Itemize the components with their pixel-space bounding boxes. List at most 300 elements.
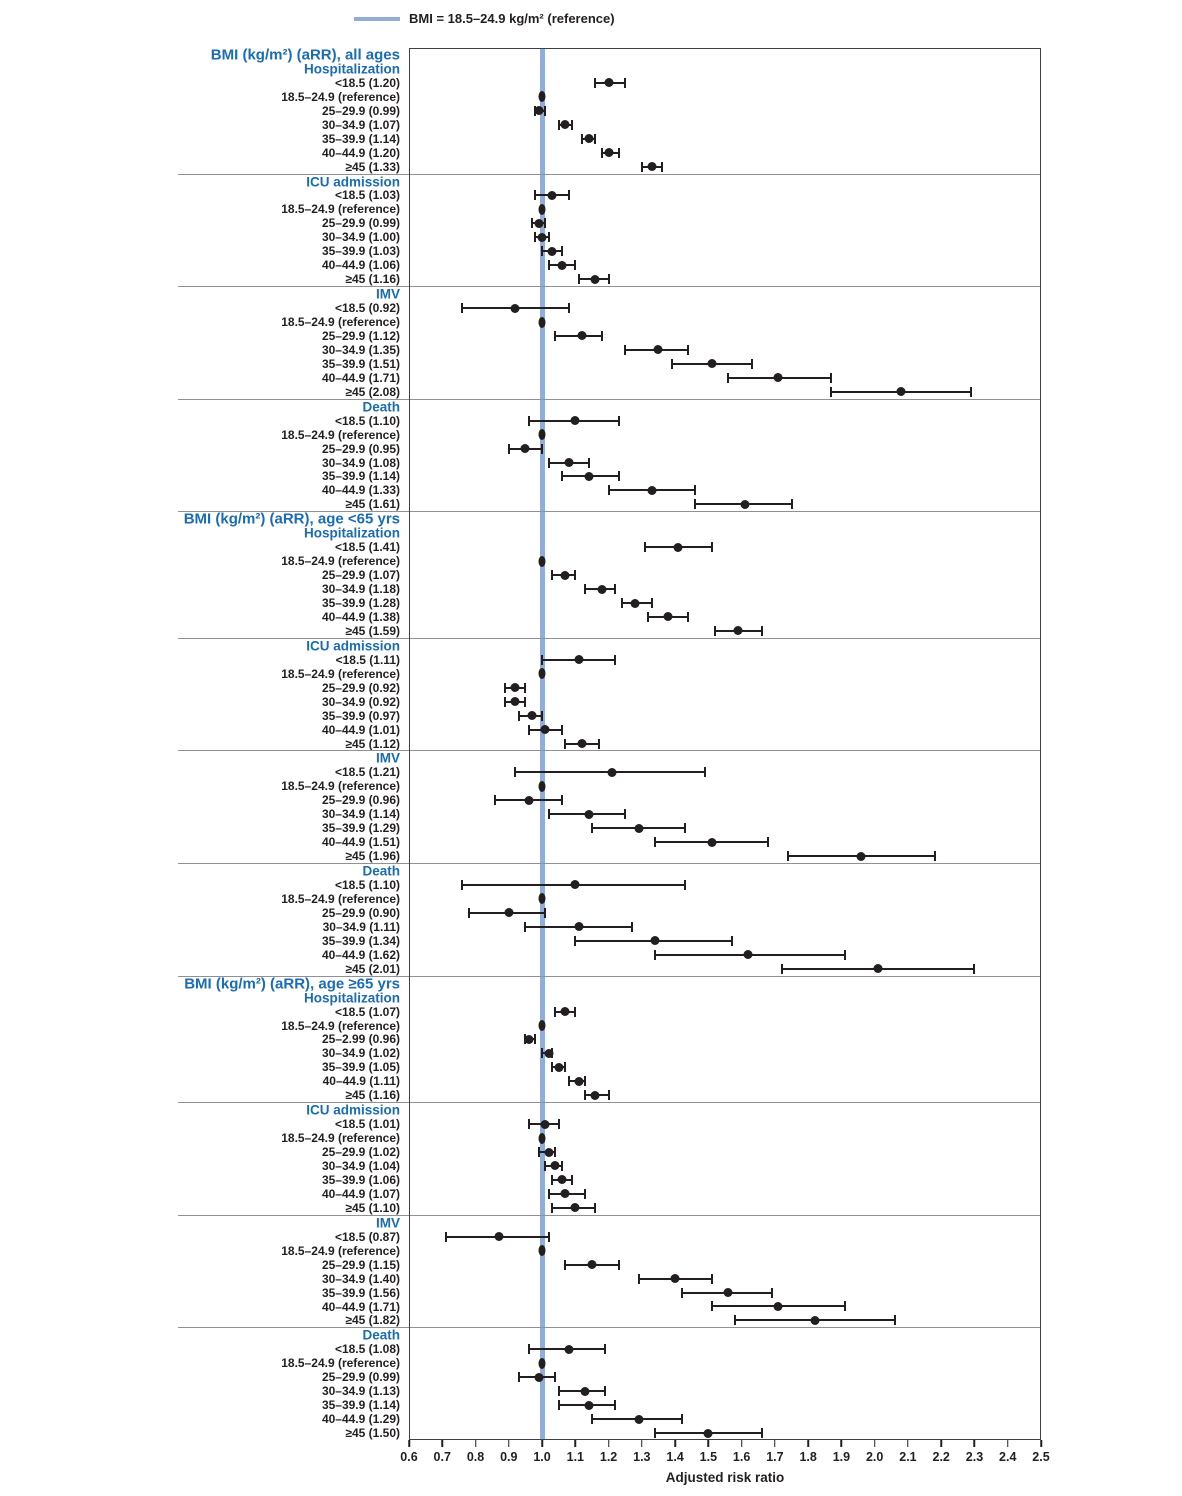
ci-cap-right <box>554 1147 556 1157</box>
row-label: ≥45 (1.16) <box>345 272 400 287</box>
row-plot <box>409 653 1041 667</box>
reference-marker <box>539 1133 546 1144</box>
outcome-header <box>178 991 1041 1005</box>
row-plot <box>409 1173 1041 1187</box>
outcome-header <box>178 639 1041 653</box>
row-plot <box>409 1300 1041 1314</box>
data-row <box>178 582 1041 596</box>
axis-tick-label: 0.6 <box>400 1450 418 1464</box>
data-row <box>178 258 1041 272</box>
ci-cap-right <box>631 922 633 932</box>
data-row <box>178 216 1041 230</box>
data-row <box>178 779 1041 793</box>
axis-tick <box>1007 1440 1009 1447</box>
outcome-label: Death <box>362 1327 400 1343</box>
ci-cap-right <box>604 1386 606 1396</box>
row-plot <box>409 1201 1041 1215</box>
data-row <box>178 1046 1041 1060</box>
data-row <box>178 456 1041 470</box>
data-row <box>178 934 1041 948</box>
ci-cap-left <box>608 485 610 495</box>
axis-tick <box>641 1440 643 1447</box>
ci-cap-right <box>601 331 603 341</box>
ci-cap-left <box>694 499 696 509</box>
ci-cap-left <box>554 1007 556 1017</box>
section-header <box>178 512 1041 526</box>
ci-cap-left <box>638 1274 640 1284</box>
row-label: 18.5–24.9 (reference) <box>281 891 400 906</box>
row-label: 35–39.9 (1.34) <box>321 933 400 948</box>
point-estimate <box>591 275 600 284</box>
ci-cap-right <box>614 584 616 594</box>
row-label: 18.5–24.9 (reference) <box>281 202 400 217</box>
outcome-panel <box>178 976 1041 1103</box>
data-row <box>178 90 1041 104</box>
axis-tick-label: 0.9 <box>500 1450 518 1464</box>
ci-cap-right <box>561 795 563 805</box>
outcome-label: IMV <box>375 286 400 302</box>
axis-tick <box>575 1440 577 1447</box>
reference-marker <box>539 429 546 440</box>
point-estimate <box>558 1175 567 1184</box>
row-label: 18.5–24.9 (reference) <box>281 779 400 794</box>
row-label: ≥45 (1.82) <box>345 1313 400 1328</box>
ci-cap-left <box>551 570 553 580</box>
ci-cap-right <box>844 1301 846 1311</box>
point-estimate <box>607 768 616 777</box>
outcome-header <box>178 526 1041 540</box>
row-label: 18.5–24.9 (reference) <box>281 1356 400 1371</box>
row-label: 35–39.9 (1.14) <box>321 131 400 146</box>
row-label: 30–34.9 (1.14) <box>321 807 400 822</box>
point-estimate <box>664 612 673 621</box>
row-plot <box>409 1074 1041 1088</box>
ci-cap-left <box>504 683 506 693</box>
data-row <box>178 414 1041 428</box>
data-row <box>178 624 1041 638</box>
data-row <box>178 1370 1041 1384</box>
row-label: 25–29.9 (0.90) <box>321 905 400 920</box>
ci-cap-left <box>671 359 673 369</box>
point-estimate <box>874 964 883 973</box>
point-estimate <box>674 543 683 552</box>
row-label: 40–44.9 (1.29) <box>321 1412 400 1427</box>
ci-cap-left <box>445 1232 447 1242</box>
row-label: 30–34.9 (1.11) <box>322 919 400 934</box>
row-plot <box>409 821 1041 835</box>
outcome-header <box>178 1103 1041 1117</box>
ci-cap-right <box>564 1062 566 1072</box>
axis-tick-label: 1.0 <box>533 1450 551 1464</box>
row-label: 35–39.9 (1.14) <box>321 469 400 484</box>
ci-cap-left <box>494 795 496 805</box>
ci-cap-left <box>641 162 643 172</box>
axis-tick-label: 2.0 <box>865 1450 884 1464</box>
ci-cap-left <box>561 471 563 481</box>
outcome-header <box>178 1328 1041 1342</box>
data-row <box>178 146 1041 160</box>
ci-cap-left <box>581 134 583 144</box>
point-estimate <box>538 233 547 242</box>
row-plot <box>409 1286 1041 1300</box>
point-estimate <box>647 486 656 495</box>
data-row <box>178 1342 1041 1356</box>
ci-cap-right <box>604 1344 606 1354</box>
data-row <box>178 497 1041 511</box>
row-label: ≥45 (1.16) <box>345 1088 400 1103</box>
row-label: 18.5–24.9 (reference) <box>281 315 400 330</box>
axis-tick <box>841 1440 843 1447</box>
row-label: 40–44.9 (1.38) <box>321 609 400 624</box>
data-row <box>178 906 1041 920</box>
row-label: 30–34.9 (1.07) <box>321 117 400 132</box>
ci-cap-right <box>687 612 689 622</box>
reference-marker <box>539 893 546 904</box>
reference-marker <box>539 668 546 679</box>
ci-cap-right <box>761 626 763 636</box>
ci-cap-left <box>528 725 530 735</box>
ci-cap-left <box>504 697 506 707</box>
axis-tick <box>874 1440 876 1447</box>
row-label: <18.5 (1.10) <box>334 878 400 892</box>
data-row <box>178 118 1041 132</box>
ci-cap-left <box>564 739 566 749</box>
ci-cap-left <box>584 584 586 594</box>
outcome-panel <box>178 399 1041 512</box>
row-label: 30–34.9 (1.13) <box>321 1384 400 1399</box>
data-row <box>178 428 1041 442</box>
ci-cap-left <box>518 1372 520 1382</box>
data-row <box>178 1117 1041 1131</box>
panel-stack <box>178 48 1041 1440</box>
ci-cap-right <box>568 190 570 200</box>
data-row <box>178 1145 1041 1159</box>
reference-marker <box>539 781 546 792</box>
outcome-panel <box>178 511 1041 638</box>
data-row <box>178 1159 1041 1173</box>
outcome-label: IMV <box>375 1215 400 1231</box>
data-row <box>178 1313 1041 1327</box>
data-row <box>178 1272 1041 1286</box>
reference-line-swatch <box>354 17 400 21</box>
point-estimate <box>534 219 543 228</box>
outcome-label: Hospitalization <box>303 990 400 1006</box>
row-plot <box>409 90 1041 104</box>
row-label: <18.5 (1.03) <box>334 188 400 203</box>
data-row <box>178 849 1041 863</box>
row-plot <box>409 765 1041 779</box>
ci-cap-right <box>548 232 550 242</box>
ci-cap-left <box>534 190 536 200</box>
axis-tick-label: 1.3 <box>633 1450 651 1464</box>
point-estimate <box>511 697 520 706</box>
point-estimate <box>774 1302 783 1311</box>
row-plot <box>409 1019 1041 1033</box>
point-estimate <box>571 416 580 425</box>
outcome-label: Hospitalization <box>303 525 400 541</box>
data-row <box>178 1244 1041 1258</box>
point-estimate <box>494 1232 503 1241</box>
row-label: 25–2.99 (0.96) <box>321 1032 400 1047</box>
ci-cap-left <box>524 922 526 932</box>
row-plot <box>409 1370 1041 1384</box>
point-estimate <box>574 922 583 931</box>
row-plot <box>409 934 1041 948</box>
row-label: 25–29.9 (0.99) <box>321 103 400 118</box>
data-row <box>178 667 1041 681</box>
row-label: ≥45 (1.12) <box>345 736 400 751</box>
data-row <box>178 568 1041 582</box>
ci-cap-left <box>461 303 463 313</box>
ci-cap-left <box>528 1344 530 1354</box>
data-row <box>178 821 1041 835</box>
row-label: 18.5–24.9 (reference) <box>281 1243 400 1258</box>
ci-cap-right <box>624 809 626 819</box>
row-label: 35–39.9 (1.06) <box>321 1172 400 1187</box>
axis-tick <box>708 1440 710 1447</box>
point-estimate <box>857 852 866 861</box>
ci-cap-right <box>534 1034 536 1044</box>
ci-cap-left <box>654 950 656 960</box>
data-row <box>178 709 1041 723</box>
point-estimate <box>774 373 783 382</box>
row-plot <box>409 1313 1041 1327</box>
ci-cap-right <box>574 1007 576 1017</box>
point-estimate <box>897 387 906 396</box>
row-label: 18.5–24.9 (reference) <box>281 427 400 442</box>
row-plot <box>409 315 1041 329</box>
row-label: 25–29.9 (0.99) <box>321 216 400 231</box>
ci-cap-right <box>571 1175 573 1185</box>
point-estimate <box>558 261 567 270</box>
row-label: <18.5 (1.08) <box>334 1342 400 1357</box>
section-title: BMI (kg/m²) (aRR), age ≥65 yrs <box>184 975 400 993</box>
ci-cap-right <box>651 598 653 608</box>
ci-cap-left <box>558 120 560 130</box>
ci-cap-right <box>661 162 663 172</box>
row-label: <18.5 (1.11) <box>335 652 400 667</box>
data-row <box>178 1019 1041 1033</box>
ci-cap-right <box>844 950 846 960</box>
axis-tick-label: 1.9 <box>832 1450 851 1464</box>
point-estimate <box>631 599 640 608</box>
row-label: 18.5–24.9 (reference) <box>281 89 400 104</box>
ci-cap-right <box>618 471 620 481</box>
row-plot <box>409 1398 1041 1412</box>
row-label: 35–39.9 (0.97) <box>321 708 400 723</box>
axis-tick-label: 2.1 <box>899 1450 917 1464</box>
row-label: 25–29.9 (1.15) <box>321 1257 400 1272</box>
data-row <box>178 695 1041 709</box>
row-label: ≥45 (1.50) <box>345 1426 400 1441</box>
row-label: ≥45 (1.33) <box>345 159 400 174</box>
ci-cap-left <box>551 1062 553 1072</box>
ci-cap-left <box>591 823 593 833</box>
row-label: 30–34.9 (1.18) <box>321 582 400 597</box>
row-label: 25–29.9 (0.92) <box>321 680 400 695</box>
ci-cap-left <box>601 148 603 158</box>
ci-cap-right <box>541 444 543 454</box>
ci-cap-right <box>704 767 706 777</box>
ci-cap-right <box>544 218 546 228</box>
point-estimate <box>810 1316 819 1325</box>
point-estimate <box>724 1288 733 1297</box>
row-plot <box>409 497 1041 511</box>
data-row <box>178 104 1041 118</box>
point-estimate <box>574 1077 583 1086</box>
point-estimate <box>534 106 543 115</box>
row-plot <box>409 1145 1041 1159</box>
ci-cap-left <box>594 78 596 88</box>
axis-tick-label: 1.7 <box>766 1450 784 1464</box>
point-estimate <box>597 585 606 594</box>
row-plot <box>409 1060 1041 1074</box>
ci-cap-left <box>551 1203 553 1213</box>
reference-marker <box>539 1358 546 1369</box>
data-row <box>178 1412 1041 1426</box>
data-row <box>178 357 1041 371</box>
data-row <box>178 892 1041 906</box>
axis-tick-label: 1.4 <box>666 1450 684 1464</box>
ci-cap-left <box>468 908 470 918</box>
row-label: 25–29.9 (1.02) <box>321 1145 400 1160</box>
row-plot <box>409 160 1041 174</box>
data-row <box>178 1398 1041 1412</box>
ci-cap-right <box>594 134 596 144</box>
ci-cap-right <box>571 120 573 130</box>
point-estimate <box>591 1091 600 1100</box>
row-plot <box>409 1412 1041 1426</box>
ci-cap-right <box>684 880 686 890</box>
data-row <box>178 1201 1041 1215</box>
row-label: ≥45 (2.08) <box>345 384 400 399</box>
reference-marker <box>539 317 546 328</box>
ci-cap-right <box>608 1090 610 1100</box>
ci-cap-right <box>598 739 600 749</box>
axis-tick <box>741 1440 743 1447</box>
ci-cap-left <box>727 373 729 383</box>
reference-marker <box>539 556 546 567</box>
data-row <box>178 1187 1041 1201</box>
section-title: BMI (kg/m²) (aRR), all ages <box>210 46 400 64</box>
ci-cap-left <box>711 1301 713 1311</box>
outcome-label: ICU admission <box>306 1102 400 1118</box>
row-plot <box>409 709 1041 723</box>
row-plot <box>409 258 1041 272</box>
data-row <box>178 483 1041 497</box>
row-plot <box>409 1088 1041 1102</box>
ci-cap-right <box>830 373 832 383</box>
section-header <box>178 977 1041 991</box>
point-estimate <box>511 683 520 692</box>
row-plot <box>409 371 1041 385</box>
row-label: 30–34.9 (1.02) <box>321 1046 400 1061</box>
row-plot <box>409 723 1041 737</box>
ci-cap-right <box>771 1288 773 1298</box>
axis-tick <box>907 1440 909 1447</box>
point-estimate <box>504 908 513 917</box>
data-row <box>178 202 1041 216</box>
row-plot <box>409 554 1041 568</box>
axis-tick-label: 1.5 <box>699 1450 718 1464</box>
row-plot <box>409 146 1041 160</box>
outcome-panel <box>178 750 1041 863</box>
point-estimate <box>707 359 716 368</box>
data-row <box>178 1300 1041 1314</box>
row-label: 40–44.9 (1.01) <box>321 722 400 737</box>
row-label: 25–29.9 (1.12) <box>321 328 400 343</box>
data-row <box>178 272 1041 286</box>
ci-cap-left <box>654 1428 656 1438</box>
row-plot <box>409 962 1041 976</box>
outcome-header <box>178 400 1041 414</box>
data-row <box>178 737 1041 751</box>
row-plot <box>409 1032 1041 1046</box>
outcome-panel <box>178 286 1041 399</box>
data-row <box>178 470 1041 484</box>
ci-cap-left <box>548 809 550 819</box>
axis-tick <box>674 1440 676 1447</box>
data-row <box>178 1005 1041 1019</box>
row-label: 30–34.9 (1.08) <box>321 455 400 470</box>
point-estimate <box>604 78 613 87</box>
outcome-label: Death <box>362 399 400 415</box>
row-label: 25–29.9 (1.07) <box>321 568 400 583</box>
axis-tick-label: 2.3 <box>965 1450 984 1464</box>
row-plot <box>409 230 1041 244</box>
axis-tick-label: 1.2 <box>599 1450 618 1464</box>
data-row <box>178 878 1041 892</box>
point-estimate <box>634 824 643 833</box>
point-estimate <box>544 1148 553 1157</box>
ci-cap-left <box>578 274 580 284</box>
point-estimate <box>574 655 583 664</box>
row-label: 30–34.9 (1.35) <box>321 342 400 357</box>
ci-cap-left <box>591 1414 593 1424</box>
ci-cap-right <box>624 78 626 88</box>
ci-cap-left <box>621 598 623 608</box>
ci-cap-right <box>541 711 543 721</box>
ci-cap-left <box>548 260 550 270</box>
row-label: 30–34.9 (0.92) <box>321 694 400 709</box>
row-label: <18.5 (1.01) <box>334 1117 400 1132</box>
row-plot <box>409 357 1041 371</box>
row-label: 30–34.9 (1.00) <box>321 230 400 245</box>
row-plot <box>409 442 1041 456</box>
section-header <box>178 48 1041 62</box>
data-row <box>178 793 1041 807</box>
row-plot <box>409 343 1041 357</box>
ci-cap-left <box>681 1288 683 1298</box>
ci-cap-right <box>554 1372 556 1382</box>
point-estimate <box>707 838 716 847</box>
ci-cap-right <box>588 458 590 468</box>
row-plot <box>409 540 1041 554</box>
ci-cap-right <box>524 697 526 707</box>
ci-cap-left <box>624 345 626 355</box>
outcome-header <box>178 864 1041 878</box>
data-row <box>178 189 1041 203</box>
data-row <box>178 653 1041 667</box>
ci-cap-right <box>548 1232 550 1242</box>
outcome-header <box>178 1216 1041 1230</box>
data-row <box>178 1384 1041 1398</box>
row-plot <box>409 835 1041 849</box>
row-plot <box>409 906 1041 920</box>
ci-cap-right <box>561 1161 563 1171</box>
ci-cap-right <box>694 485 696 495</box>
row-plot <box>409 1117 1041 1131</box>
